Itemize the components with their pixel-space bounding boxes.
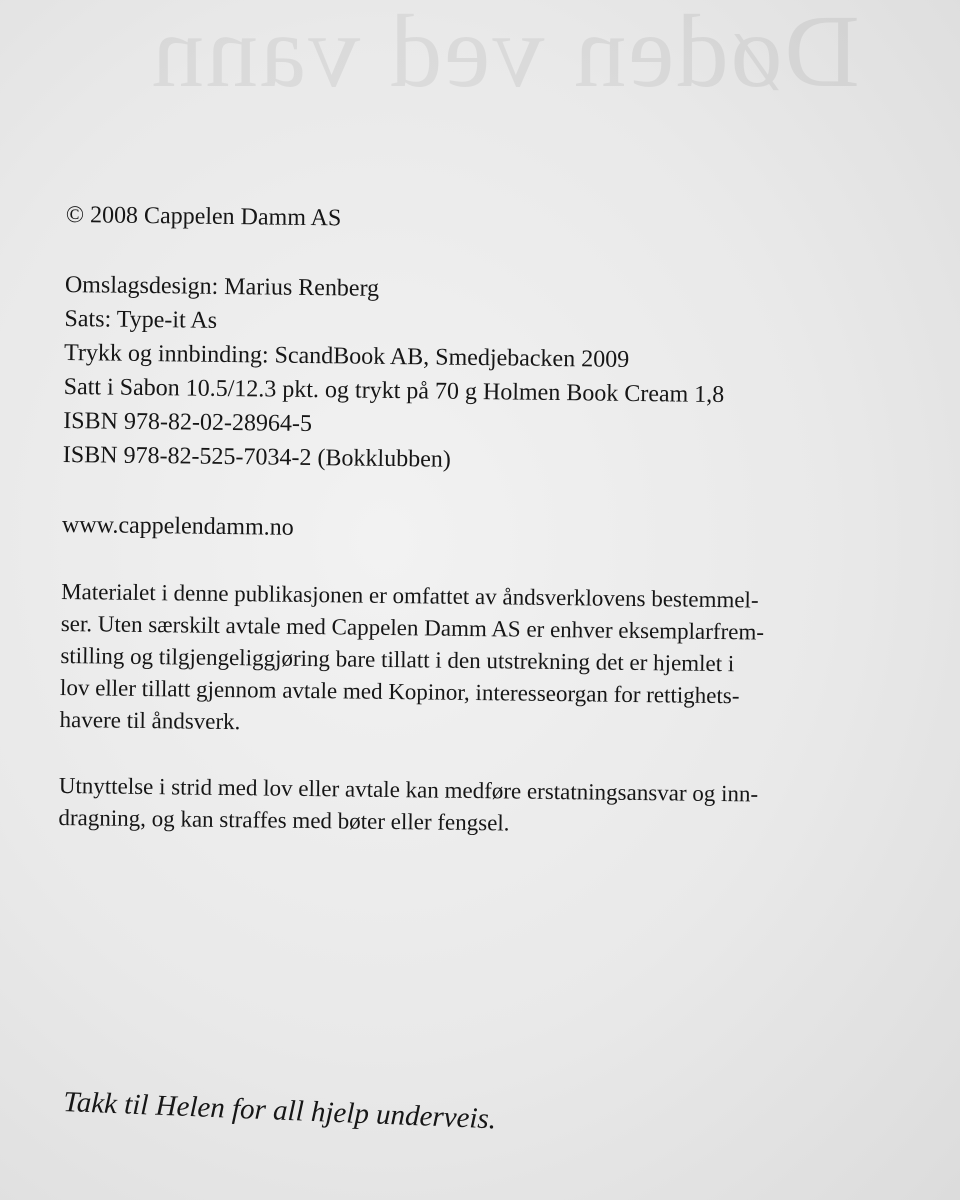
rights-line: Materialet i denne publikasjonen er omfattet av åndsverklovens bestemmel- [61, 578, 759, 613]
credit-typesetting: Sats: Type-it As [64, 305, 218, 334]
isbn-main: ISBN 978-82-02-28964-5 [63, 407, 313, 438]
credit-cover-design: Omslagsdesign: Marius Renberg [64, 271, 380, 302]
rights-line: ser. Uten særskilt avtale med Cappelen Damm AS er enhver eksemplarfrem- [60, 610, 765, 645]
credit-typeface-paper: Satt i Sabon 10.5/12.3 pkt. og trykt på 70 g Holmen Book Cream 1,8 [63, 373, 725, 409]
copyright-line: © 2008 Cappelen Damm AS [65, 201, 342, 232]
rights-line: havere til åndsverk. [59, 706, 241, 735]
rights-line: stilling og tilgjengeliggjøring bare tillatt i den utstrekning det er hjemlet i [60, 642, 735, 677]
credit-printing: Trykk og innbinding: ScandBook AB, Smedjebacken 2009 [63, 339, 630, 373]
isbn-bookclub: ISBN 978-82-525-7034-2 (Bokklubben) [62, 441, 451, 473]
penalty-line: Utnyttelse i strid med lov eller avtale kan medføre erstatningsansvar og inn- [58, 772, 759, 807]
dedication-line: Takk til Helen for all hjelp underveis. [62, 1086, 497, 1136]
bleed-through-title: Døden ved vann [150, 0, 860, 109]
penalty-paragraph [58, 770, 919, 845]
website-url: www.cappelendamm.no [61, 511, 294, 541]
penalty-line: dragning, og kan straffes med bøter eller fengsel. [58, 804, 510, 836]
rights-line: lov eller tillatt gjennom avtale med Kopinor, interesseorgan for rettighets- [59, 674, 740, 709]
credits-list [63, 268, 925, 482]
rights-paragraph [59, 576, 921, 746]
copyright-block [58, 198, 926, 844]
